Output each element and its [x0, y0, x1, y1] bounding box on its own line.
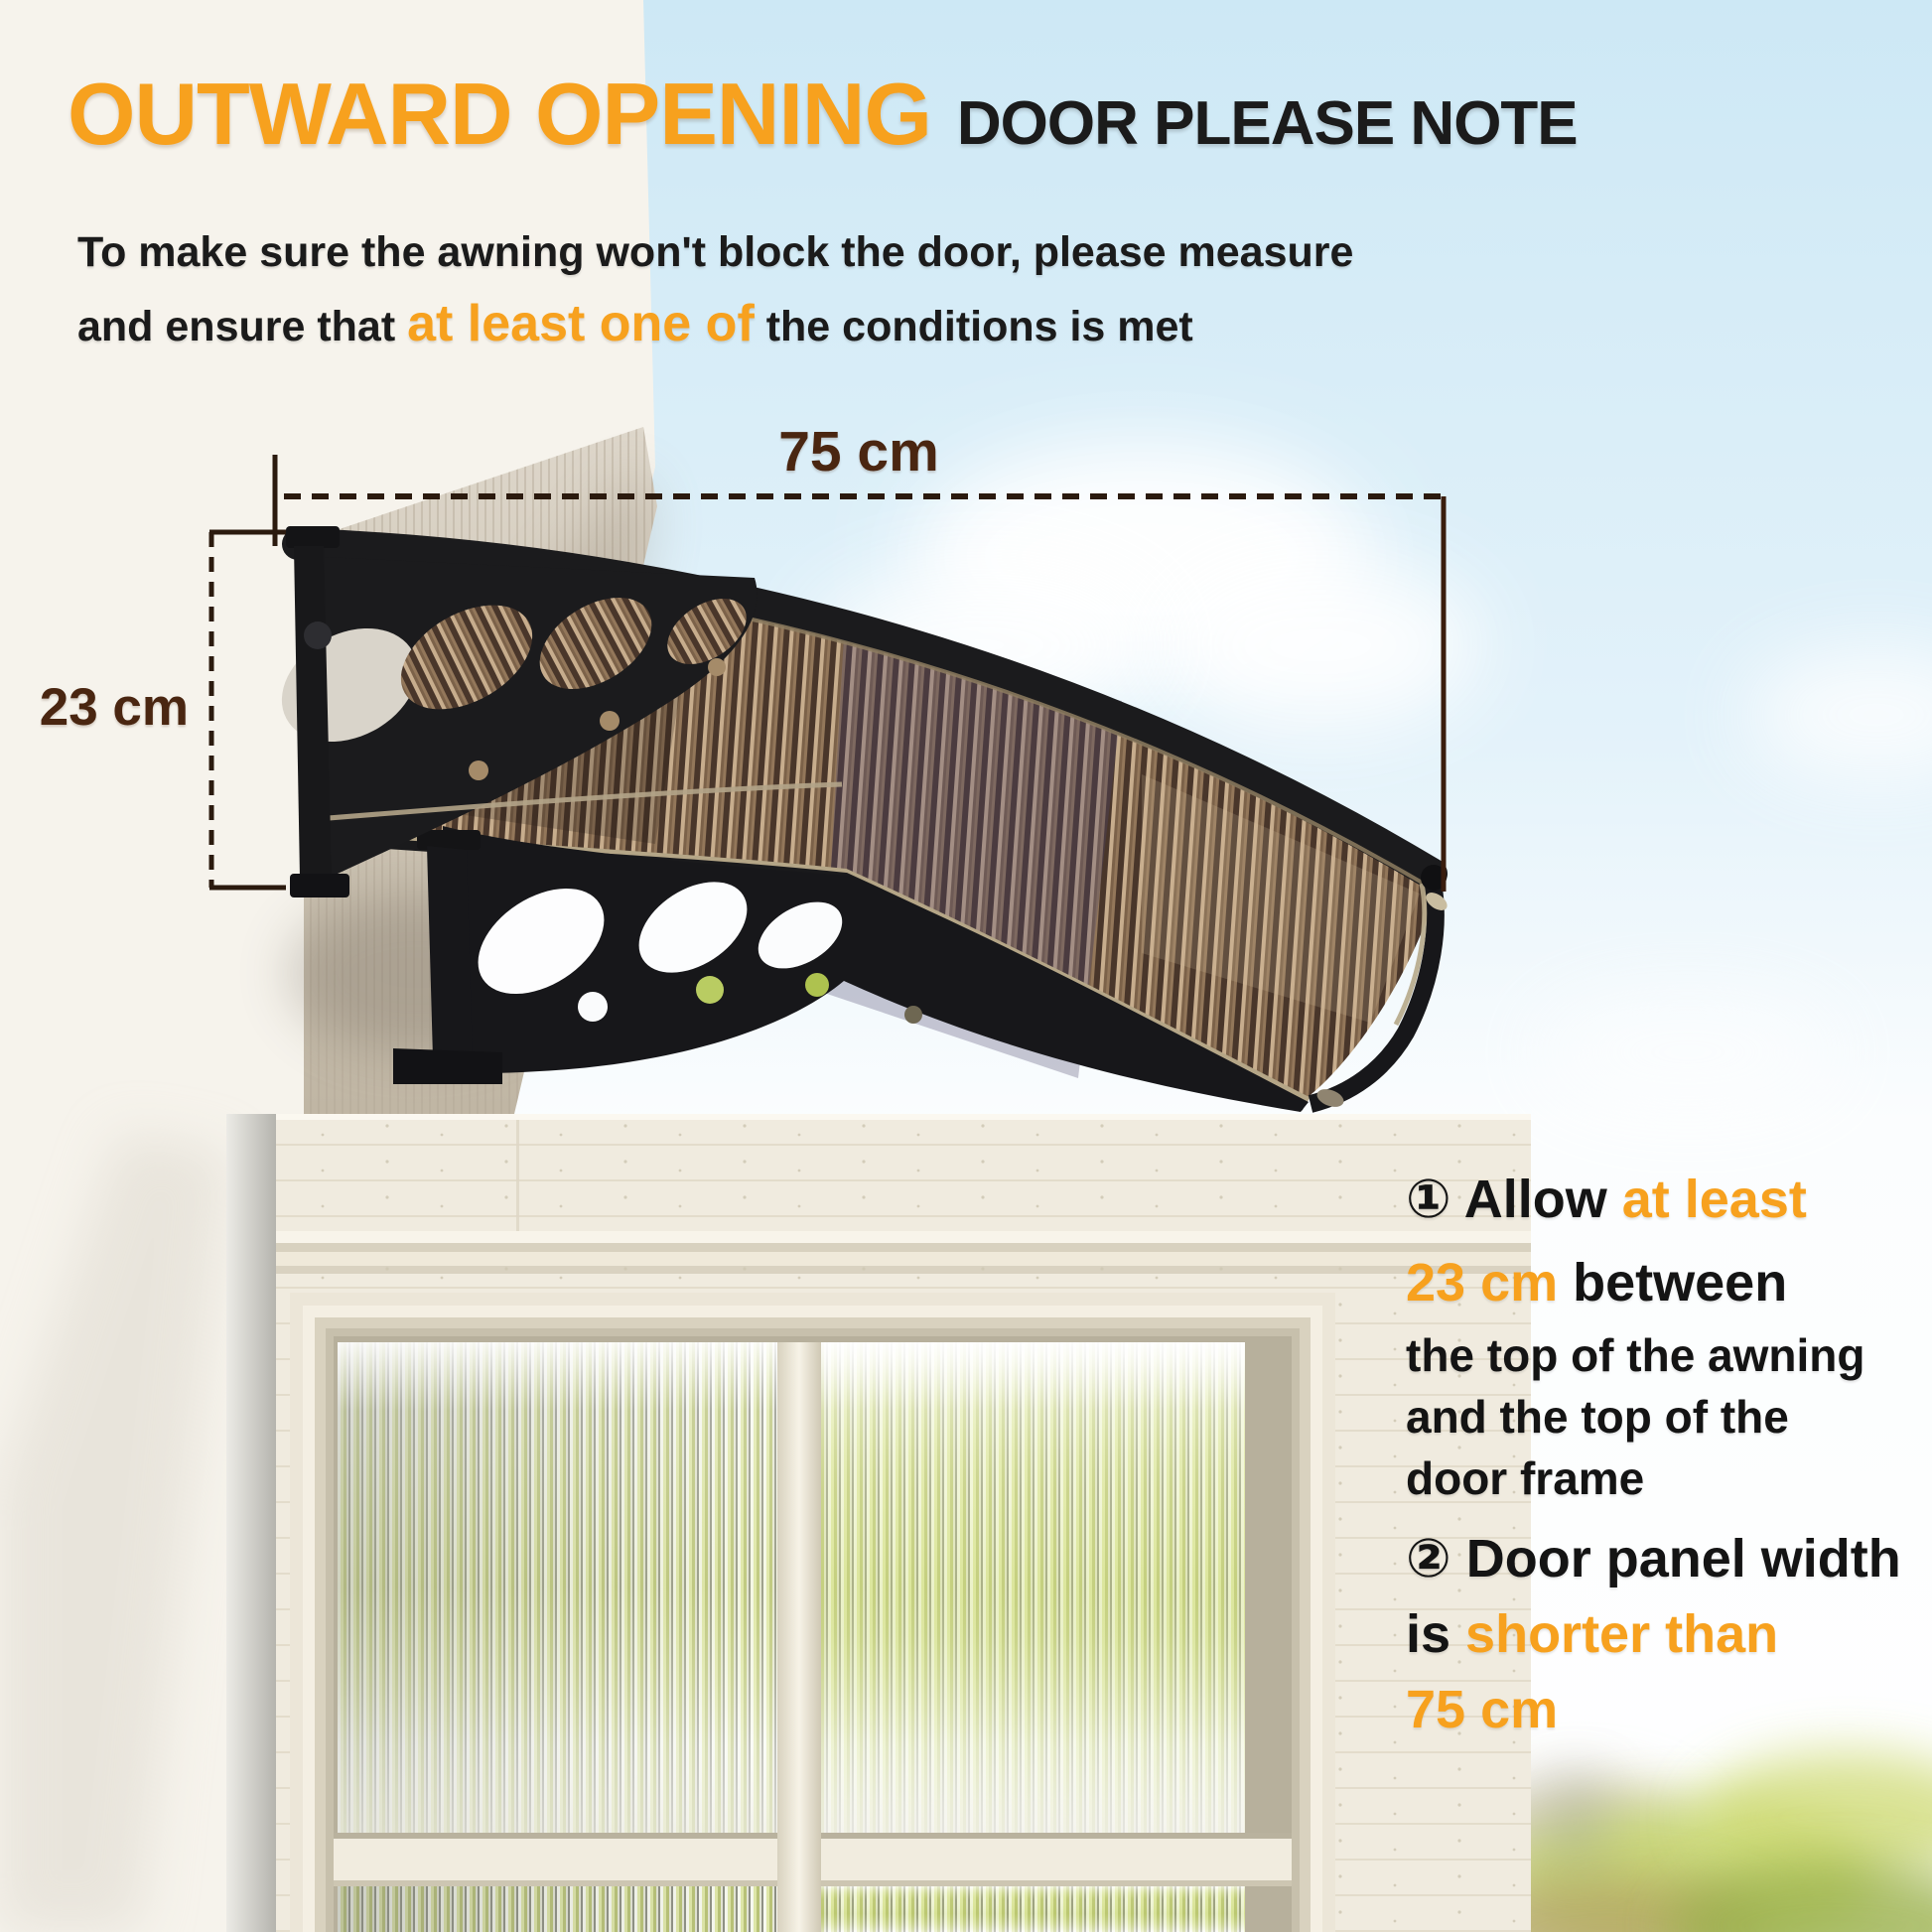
arm-hole [578, 992, 608, 1022]
arm-hole [469, 760, 488, 780]
note-door-width [1406, 1521, 1901, 1747]
height-dimension-label: 23 cm [39, 678, 189, 737]
page-title-highlight: OUTWARD OPENING [68, 65, 931, 163]
arm-hole [708, 658, 726, 676]
arm-hole [600, 711, 620, 731]
note1-bullet-icon: ① [1406, 1170, 1451, 1229]
note1-line3: the top of the awning [1406, 1329, 1865, 1381]
door-wall [226, 1114, 1531, 1932]
note1-line4: and the top of the [1406, 1391, 1789, 1443]
subtitle-highlight: at least one of [407, 295, 755, 352]
subtitle [77, 216, 1353, 362]
note2-bullet-icon: ② [1406, 1529, 1451, 1588]
cloud [1539, 998, 1837, 1107]
note2-line1: ② Door panel width [1406, 1529, 1901, 1588]
note2-line2: is shorter than [1406, 1604, 1779, 1664]
width-dimension-label: 75 cm [778, 420, 939, 483]
subtitle-line1: To make sure the awning won't block the door, please measure [77, 228, 1354, 276]
arm-glow-hole [696, 976, 724, 1004]
page-title-rest: DOOR PLEASE NOTE [956, 89, 1578, 158]
note1-line5: door frame [1406, 1452, 1645, 1504]
cloud [1162, 561, 1479, 730]
arm-glow-hole [805, 973, 829, 997]
subtitle-line2: and ensure that at least one of the conditions is met [77, 295, 1193, 352]
note-allow-clearance [1406, 1158, 1865, 1509]
note2-line3: 75 cm [1406, 1680, 1559, 1739]
note1-line1: ① Allow at least [1406, 1170, 1807, 1229]
wall-reveal-edge [226, 1114, 276, 1932]
door-glass [334, 1342, 1292, 1932]
note1-line2: 23 cm between [1406, 1253, 1788, 1312]
door-mullion [777, 1342, 821, 1932]
cornice-molding [276, 1231, 1531, 1274]
page-title [68, 64, 1578, 165]
arm-hole [904, 1006, 922, 1024]
